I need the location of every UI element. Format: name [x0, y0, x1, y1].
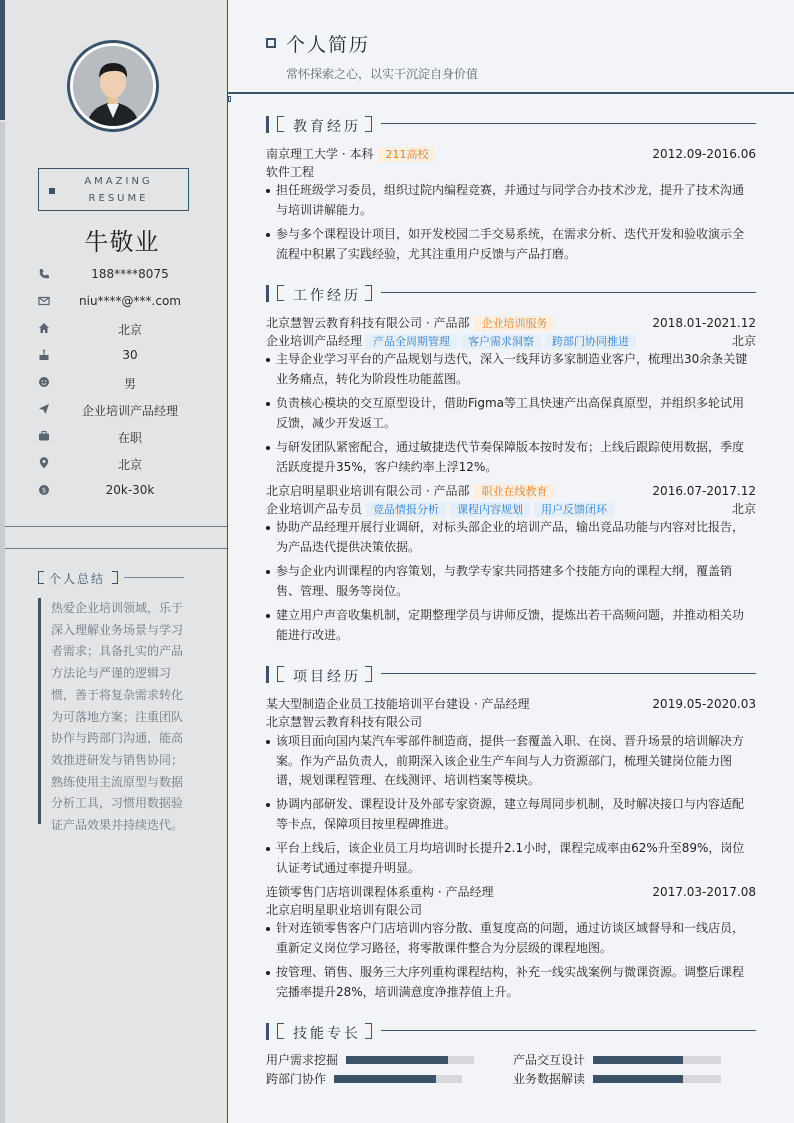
job-role-row — [266, 333, 756, 350]
face-icon — [38, 376, 50, 388]
skill-bar — [593, 1075, 721, 1083]
person-name: 牛敬业 — [84, 228, 160, 256]
header-square-icon — [266, 38, 276, 48]
skill-name: 产品交互设计 — [513, 1053, 586, 1067]
project-row — [266, 696, 756, 713]
company-line: 北京启明星职业培训有限公司 · 产品部 — [266, 484, 470, 498]
skill-bar — [346, 1056, 474, 1064]
job-role-row — [266, 501, 756, 518]
project-org: 北京启明星职业培训有限公司 — [266, 903, 423, 917]
education-dates: 2012.09-2016.06 — [652, 147, 756, 161]
list-item: 按管理、销售、服务三大序列重构课程结构，补充一线实战案例与微课资源。调整后课程完播率提升28%，培训满意度净推荐值上升。 — [266, 963, 756, 1002]
cake-icon — [38, 349, 50, 361]
list-item: 与研发团队紧密配合，通过敏捷迭代节奏保障版本按时发布；上线后跟踪使用数据，季度活跃度提升35%，客户续约率上浮12%。 — [266, 438, 756, 477]
skill-bar-fill — [346, 1056, 448, 1064]
job-role: 企业培训产品专员 — [266, 502, 363, 516]
education-row — [266, 146, 756, 163]
info-phone — [38, 266, 208, 284]
phone-text: 188****8075 — [91, 267, 169, 281]
list-item: 针对连锁零售客户门店培训内容分散、重复度高的问题，通过访谈区域督导和一线店员，重新定义岗位学习路径，将零散课件整合为分层级的课程地图。 — [266, 919, 756, 958]
briefcase-icon — [38, 430, 50, 442]
age-text: 30 — [122, 348, 138, 362]
skill-tag: 客户需求洞察 — [461, 334, 541, 349]
project-name: 连锁零售门店培训课程体系重构 · 产品经理 — [266, 885, 494, 899]
sidebar-accent-bar — [0, 0, 5, 120]
list-item: 建立用户声音收集机制，定期整理学员与讲师反馈，提炼出若干高频问题，并推动相关功能进行改进。 — [266, 606, 756, 645]
amazing-resume-badge — [38, 168, 189, 211]
header-marker — [228, 96, 231, 102]
skill-name: 用户需求挖掘 — [266, 1053, 339, 1067]
job-dates: 2018.01-2021.12 — [652, 316, 756, 330]
skills-title: 技能专长 — [293, 1026, 361, 1042]
project-heading — [266, 666, 756, 684]
mail-icon — [38, 295, 50, 307]
list-item: 参与多个课程设计项目，如开发校园二手交易系统，在需求分析、迭代开发和验收演示全流程中积累了实践经验，尤其注重用户反馈与产品打磨。 — [266, 225, 756, 264]
header-divider — [228, 92, 794, 94]
project-name: 某大型制造企业员工技能培训平台建设 · 产品经理 — [266, 697, 530, 711]
sidebar-accent-bar-lower — [0, 122, 5, 1123]
position-text: 企业培训产品经理 — [81, 404, 178, 418]
job-city: 北京 — [731, 334, 756, 348]
info-status — [38, 428, 208, 446]
major-row — [266, 164, 756, 181]
work-heading — [266, 285, 756, 303]
home-text: 北京 — [117, 323, 142, 337]
paper-plane-icon — [38, 403, 50, 415]
info-email — [38, 293, 208, 311]
list-item: 主导企业学习平台的产品规划与迭代，深入一线拜访多家制造业客户，梳理出30余条关键业务痛点，转化为阶段性功能蓝图。 — [266, 350, 756, 389]
company-tag: 职业在线教育 — [474, 484, 554, 499]
skill-item — [513, 1052, 723, 1068]
skill-tag: 竞品情报分析 — [366, 502, 446, 517]
skill-bar — [334, 1075, 462, 1083]
page-subtitle: 常怀探索之心，以实干沉淀自身价值 — [286, 67, 479, 81]
skill-item — [266, 1071, 476, 1087]
skill-item — [513, 1071, 723, 1087]
education-title: 教育经历 — [293, 119, 361, 135]
info-salary — [38, 482, 208, 500]
skill-tag: 课程内容规划 — [450, 502, 530, 517]
location-pin-icon — [38, 457, 50, 469]
info-gender — [38, 374, 208, 392]
email-text: niu****@***.com — [79, 294, 181, 308]
person-photo-icon — [73, 46, 153, 126]
sidebar-divider — [5, 526, 227, 527]
project-dates: 2019.05-2020.03 — [652, 697, 756, 711]
list-item: 协调内部研发、课程设计及外部专家资源，建立每周同步机制，及时解决接口与内容适配等卡点，保障项目按里程碑推进。 — [266, 795, 756, 834]
gender-text: 男 — [123, 377, 136, 391]
company-tag: 企业培训服务 — [474, 316, 554, 331]
salary-text: 20k-30k — [105, 483, 155, 497]
badge-line-1: AMAZING — [84, 176, 153, 187]
skill-name: 业务数据解读 — [513, 1072, 586, 1086]
skill-name: 跨部门协作 — [266, 1072, 327, 1086]
phone-icon — [38, 268, 50, 280]
sidebar — [0, 0, 228, 1123]
skills-heading — [266, 1023, 756, 1041]
job-role: 企业培训产品经理 — [266, 334, 363, 348]
list-item: 平台上线后，该企业员工月均培训时长提升2.1小时，课程完成率由62%升至89%，岗位认证考试通过率提升明显。 — [266, 839, 756, 878]
job-company-row — [266, 315, 756, 332]
avatar-photo — [73, 46, 153, 126]
job-company-row — [266, 483, 756, 500]
list-item: 参与企业内训课程的内容策划，与教学专家共同搭建多个技能方向的课程大纲，覆盖销售、管理、服务等岗位。 — [266, 562, 756, 601]
company-line: 北京慧智云教育科技有限公司 · 产品部 — [266, 316, 470, 330]
status-text: 在职 — [117, 431, 142, 445]
education-heading — [266, 116, 756, 134]
project-title: 项目经历 — [293, 669, 361, 685]
project-org-row — [266, 714, 756, 731]
summary-heading — [38, 570, 188, 586]
project-row — [266, 884, 756, 901]
project-dates: 2017.03-2017.08 — [652, 885, 756, 899]
summary-text: 热爱企业培训领域，乐于深入理解业务场景与学习者需求；具备扎实的产品方法论与严谨的逻辑习惯，善于将复杂需求转化为可落地方案；注重团队协作与跨部门沟通，能高效推进研发与销售协同；熟练使用主流原型与数据分析工具，习惯用数据验证产品效果并持续迭代。 — [38, 598, 190, 824]
page-title: 个人简历 — [286, 34, 371, 56]
info-location — [38, 455, 208, 473]
badge-line-2: RESUME — [88, 193, 149, 204]
info-position — [38, 401, 208, 419]
list-item: 担任班级学习委员，组织过院内编程竞赛，并通过与同学合办技术沙龙，提升了技术沟通与培训讲解能力。 — [266, 181, 756, 220]
money-icon — [38, 484, 50, 496]
skill-bar-fill — [593, 1075, 683, 1083]
skill-bar — [593, 1056, 721, 1064]
skill-tag: 产品全周期管理 — [366, 334, 457, 349]
project-org: 北京慧智云教育科技有限公司 — [266, 715, 423, 729]
info-home — [38, 320, 208, 338]
job-city: 北京 — [731, 502, 756, 516]
skill-bar-fill — [593, 1056, 683, 1064]
school-tag: 211高校 — [378, 147, 435, 162]
skill-bar-fill — [334, 1075, 436, 1083]
list-item: 负责核心模块的交互原型设计，借助Figma等工具快速产出高保真原型，并组织多轮试用反馈，减少开发返工。 — [266, 394, 756, 433]
location-text: 北京 — [117, 458, 142, 472]
list-item: 该项目面向国内某汽车零部件制造商，提供一套覆盖入职、在岗、晋升场景的培训解决方案。作为产品负责人，前期深入该企业生产车间与人力资源部门，梳理关键岗位能力图谱，规划课程管理、在线测评、培训档案等模块。 — [266, 732, 756, 791]
school-line: 南京理工大学 · 本科 — [266, 147, 374, 161]
skill-item — [266, 1052, 476, 1068]
work-title: 工作经历 — [293, 288, 361, 304]
sidebar-divider — [5, 548, 227, 549]
job-dates: 2016.07-2017.12 — [652, 484, 756, 498]
major-text: 软件工程 — [266, 165, 315, 179]
svg-text:$: $ — [41, 486, 47, 495]
project-org-row — [266, 902, 756, 919]
list-item: 协助产品经理开展行业调研，对标头部企业的培训产品，输出竞品功能与内容对比报告，为产品迭代提供决策依据。 — [266, 518, 756, 557]
skill-tag: 跨部门协同推进 — [545, 334, 636, 349]
avatar — [67, 40, 159, 132]
info-age — [38, 347, 208, 365]
summary-title: 个人总结 — [49, 572, 106, 586]
home-icon — [38, 322, 50, 334]
skill-tag: 用户反馈闭环 — [534, 502, 614, 517]
